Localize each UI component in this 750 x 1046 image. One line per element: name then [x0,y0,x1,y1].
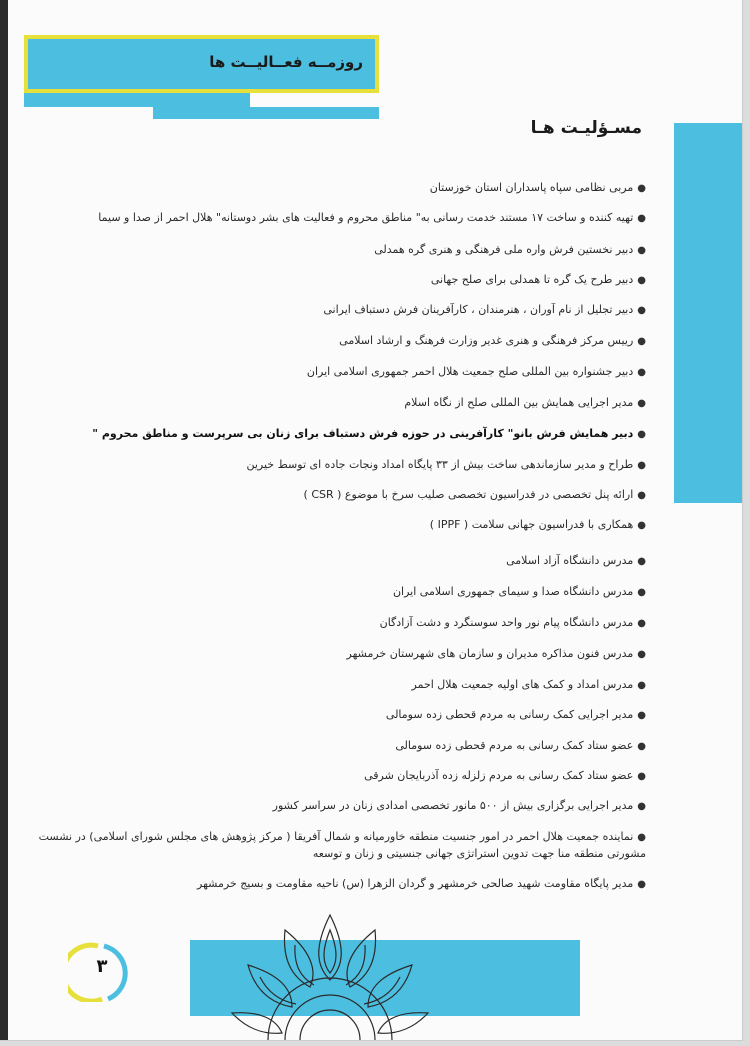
list-item: ●مدرس دانشگاه صدا و سیمای جمهوری اسلامی ایران [392,585,646,598]
page-number: ۳ [96,956,108,977]
bullet-icon: ● [637,801,646,812]
bullet-icon: ● [637,490,646,501]
bullet-icon: ● [637,183,646,194]
bullet-icon: ● [637,710,646,721]
list-item: ●مدرس دانشگاه پیام نور واحد سوسنگرد و دشت آزادگان [379,616,646,629]
list-item: ●مدرس فنون مذاکره مدیران و سازمان های شهرستان خرمشهر [346,647,646,660]
bullet-icon: ● [637,398,646,409]
bullet-icon: ● [637,771,646,782]
list-item: ●مدیر اجرایی برگزاری بیش از ۵۰۰ مانور تخصصی امدادی زنان در سراسر کشور [272,799,646,812]
header-strip [153,107,379,119]
list-item: ●دبیر نخستین فرش واره ملی فرهنگی و هنری گره همدلی [374,243,646,256]
bullet-icon: ● [637,275,646,286]
list-item: ●همکاری با فدراسیون جهانی سلامت ( IPPF ) [429,518,646,531]
list-item: ●نماینده جمعیت هلال احمر در امور جنسیت منطقه خاورمیانه و شمال آفریقا ( مرکز پژوهش های مجلس شورای اسلامی) در نشست مشورتی منطقه منا جهت تدوین استراتژی جهانی جنسیتی و زنان و توسعه [38,830,646,860]
section-title: مسـؤلیـت هـا [530,118,642,138]
mandala-ornament-icon [230,905,430,1040]
bullet-icon: ● [637,429,646,440]
bullet-icon: ● [637,649,646,660]
list-item: ●عضو ستاد کمک رسانی به مردم زلزله زده آذربایجان شرقی [364,769,646,782]
header-banner [24,35,379,93]
bullet-icon: ● [637,832,646,843]
side-accent-bar [674,123,742,503]
list-item: ●دبیر جشنواره بین المللی صلح جمعیت هلال احمر جمهوری اسلامی ایران [306,365,646,378]
bullet-icon: ● [637,245,646,256]
bullet-icon: ● [637,556,646,567]
list-item: ●ارائه پنل تخصصی در فدراسیون تخصصی صلیب سرخ با موضوع ( CSR ) [303,488,646,501]
bullet-icon: ● [637,460,646,471]
bullet-icon: ● [637,741,646,752]
bullet-icon: ● [637,367,646,378]
list-item: ●مدیر اجرایی کمک رسانی به مردم قحطی زده سومالی [385,708,646,721]
list-item: ●مربی نظامی سپاه پاسداران استان خوزستان [429,181,646,194]
list-item: ●مدیر اجرایی همایش بین المللی صلح از نگاه اسلام [404,396,646,409]
page-edge [0,0,8,1040]
bullet-icon: ● [637,680,646,691]
list-item: ●رییس مرکز فرهنگی و هنری غدیر وزارت فرهنگ و ارشاد اسلامی [339,334,646,347]
bullet-icon: ● [637,336,646,347]
list-item: ●تهیه کننده و ساخت ۱۷ مستند خدمت رسانی به" مناطق محروم و فعالیت های بشر دوستانه" هلال احمر از صدا و سیما [98,211,646,224]
bullet-icon: ● [637,879,646,890]
list-item: ●عضو ستاد کمک رسانی به مردم قحطی زده سومالی [395,739,646,752]
list-item: ●دبیر تجلیل از نام آوران ، هنرمندان ، کارآفرینان فرش دستباف ایرانی [323,303,646,316]
header-strip [24,93,250,107]
list-item: ●مدرس امداد و کمک های اولیه جمعیت هلال احمر [411,678,646,691]
bullet-icon: ● [637,520,646,531]
list-item: ●طراح و مدیر سازماندهی ساخت بیش از ۳۳ پایگاه امداد ونجات جاده ای توسط خیرین [246,458,646,471]
list-item: ●دبیر همایش فرش بانو" کارآفرینی در حوزه فرش دستباف برای زنان بی سرپرست و مناطق محروم " [92,427,646,440]
bullet-icon: ● [637,305,646,316]
list-item: ●مدرس دانشگاه آزاد اسلامی [506,554,646,567]
bullet-icon: ● [637,618,646,629]
list-item: ●دبیر طرح یک گره تا همدلی برای صلح جهانی [430,273,646,286]
bullet-icon: ● [637,587,646,598]
page-title: روزمــه فعــالیــت ها [209,53,363,71]
list-item: ●مدیر پایگاه مقاومت شهید صالحی خرمشهر و گردان الزهرا (س) ناحیه مقاومت و بسیج خرمشهر [197,877,646,890]
bullet-icon: ● [637,213,646,224]
